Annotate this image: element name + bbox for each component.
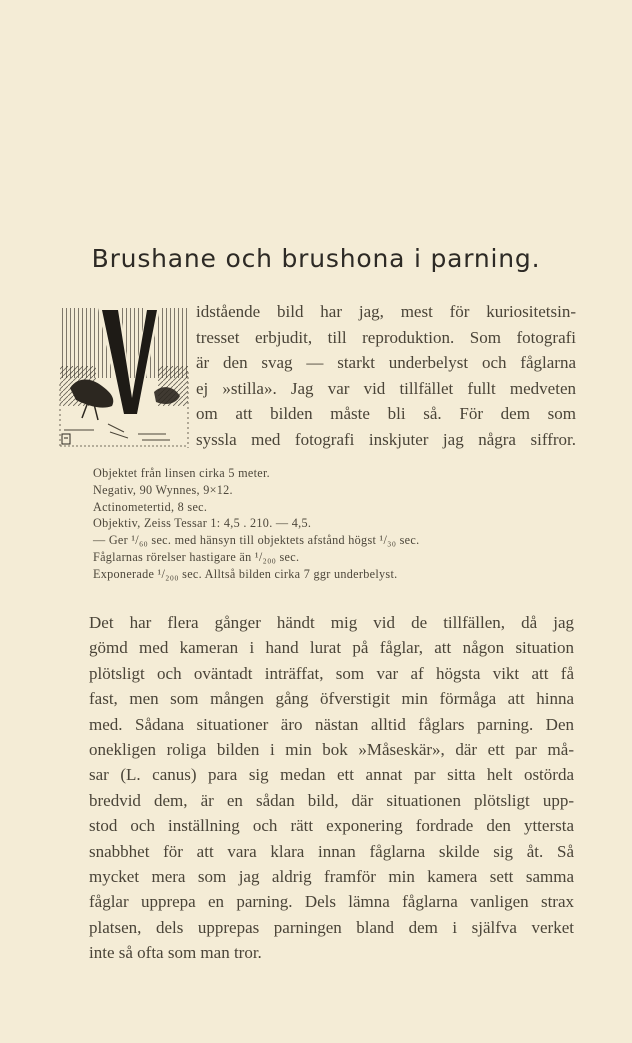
body-paragraph <box>89 610 574 966</box>
body-line: snabbhet för att vara klara innan fåglarna skilde sig åt. Så <box>89 841 574 861</box>
body-line: stod och inställning och rätt exponering fordrade den yttersta <box>89 816 574 836</box>
body-line: sar (L. canus) para sig medan ett annat par sitta helt ostörda <box>89 765 574 785</box>
spec-line: Fåglarnas rörelser hastigare än ¹/₂₀₀ sec. <box>93 549 300 564</box>
body-line: platsen, dels upprepas parningen bland dem i själfva verket <box>89 917 574 937</box>
body-line: fast, men som mången gång öfverstigit min förmåga att hinna <box>89 689 574 709</box>
spec-line: — Ger ¹/₆₀ sec. med hänsyn till objektets afstånd högst ¹/₃₀ sec. <box>93 533 420 548</box>
spec-line: Actinometertid, 8 sec. <box>93 499 208 514</box>
page-title: Brushane och brushona i parning. <box>91 244 541 273</box>
body-line: med. Sådana situationer äro nästan alltid fåglars parning. Den <box>89 714 574 734</box>
lead-line: syssla med fotografi inskjuter jag några siffror. <box>196 429 576 449</box>
spec-line: Objektet från linsen cirka 5 meter. <box>93 466 270 480</box>
lead-line: om att bilden måste bli så. För dem som <box>196 404 576 424</box>
body-line: onekligen roliga bilden i min bok »Måseskär», där ett par må- <box>89 740 574 760</box>
body-line: Det har flera gånger händt mig vid de tillfällen, då jag <box>89 613 574 632</box>
dropcap-illustration-icon <box>58 306 192 452</box>
spec-line: Objektiv, Zeiss Tessar 1: 4,5 . 210. — 4,5. <box>93 516 312 531</box>
body-line: inte så ofta som man tror. <box>89 943 262 963</box>
body-line: mycket mera som jag aldrig framför min kamera sett samma <box>89 867 574 887</box>
body-line: fåglar upprepa en parning. Dels lämna fåglarna vanligen strax <box>89 892 574 912</box>
lead-line: idstående bild har jag, mest för kuriositetsin- <box>196 302 576 321</box>
lead-paragraph <box>196 299 576 453</box>
body-line: gömd med kameran i hand lurat på fåglar, att någon situation <box>89 638 574 658</box>
photo-specs <box>93 465 573 583</box>
spec-line: Negativ, 90 Wynnes, 9×12. <box>93 482 233 497</box>
lead-line: är den svag — starkt underbelyst och fåglarna <box>196 353 576 373</box>
illustrated-dropcap <box>58 306 192 452</box>
body-line: bredvid dem, är en sådan bild, där situationen plötsligt upp- <box>89 790 574 810</box>
lead-line: tresset erbjudit, till reproduktion. Som fotografi <box>196 327 576 347</box>
lead-line: ej »stilla». Jag var vid tillfället fullt medveten <box>196 378 576 398</box>
body-line: plötsligt och oväntadt inträffat, som var af högsta vikt att få <box>89 663 574 683</box>
spec-line: Exponerade ¹/₂₀₀ sec. Alltså bilden cirka 7 ggr underbelyst. <box>93 566 398 581</box>
